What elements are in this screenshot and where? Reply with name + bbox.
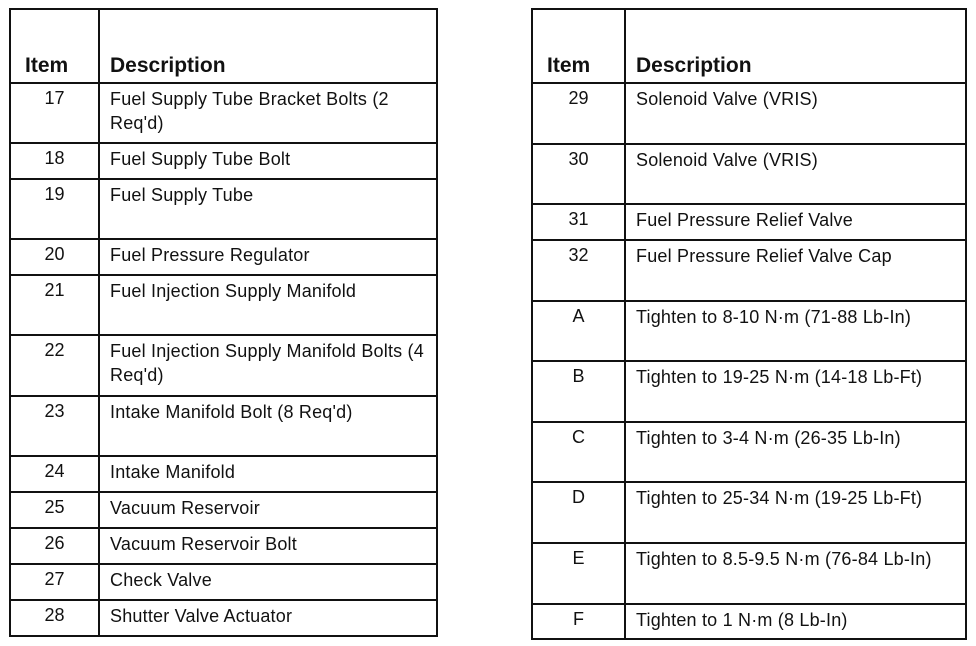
item-number: F bbox=[532, 604, 625, 639]
table-row bbox=[10, 275, 437, 335]
item-description: Solenoid Valve (VRIS) bbox=[625, 144, 966, 204]
item-number: 24 bbox=[10, 456, 99, 492]
item-description: Vacuum Reservoir Bolt bbox=[99, 528, 437, 564]
item-description: Fuel Supply Tube Bolt bbox=[99, 143, 437, 179]
item-number: 25 bbox=[10, 492, 99, 528]
table-row bbox=[532, 422, 966, 482]
item-number: 23 bbox=[10, 396, 99, 456]
table-row bbox=[10, 335, 437, 396]
item-description: Shutter Valve Actuator bbox=[99, 600, 437, 636]
item-description: Fuel Pressure Relief Valve Cap bbox=[625, 240, 966, 301]
table-row bbox=[10, 143, 437, 179]
item-description: Tighten to 8.5-9.5 N·m (76-84 Lb-In) bbox=[625, 543, 966, 604]
table-header-row bbox=[532, 9, 966, 83]
item-number: 20 bbox=[10, 239, 99, 275]
item-description: Check Valve bbox=[99, 564, 437, 600]
item-description: Fuel Injection Supply Manifold bbox=[99, 275, 437, 335]
item-description: Fuel Supply Tube Bracket Bolts (2 Req'd) bbox=[99, 83, 437, 143]
item-number: 19 bbox=[10, 179, 99, 239]
item-description: Fuel Supply Tube bbox=[99, 179, 437, 239]
table-row bbox=[532, 543, 966, 604]
table-header-row bbox=[10, 9, 437, 83]
column-header-item: Item bbox=[10, 9, 99, 83]
item-description: Fuel Pressure Relief Valve bbox=[625, 204, 966, 240]
item-description: Tighten to 3-4 N·m (26-35 Lb-In) bbox=[625, 422, 966, 482]
table-row bbox=[10, 564, 437, 600]
parts-table-left bbox=[9, 8, 438, 637]
item-number: B bbox=[532, 361, 625, 422]
table-row bbox=[532, 83, 966, 144]
item-number: 30 bbox=[532, 144, 625, 204]
item-description: Intake Manifold bbox=[99, 456, 437, 492]
item-description: Solenoid Valve (VRIS) bbox=[625, 83, 966, 144]
table-row bbox=[532, 240, 966, 301]
item-number: C bbox=[532, 422, 625, 482]
parts-table-right bbox=[531, 8, 967, 640]
table-row bbox=[532, 301, 966, 361]
table-row bbox=[532, 204, 966, 240]
table-row bbox=[10, 179, 437, 239]
item-number: 32 bbox=[532, 240, 625, 301]
item-description: Fuel Injection Supply Manifold Bolts (4 Req'd) bbox=[99, 335, 437, 396]
item-description: Intake Manifold Bolt (8 Req'd) bbox=[99, 396, 437, 456]
item-number: 17 bbox=[10, 83, 99, 143]
table-row bbox=[532, 482, 966, 543]
table-row bbox=[532, 361, 966, 422]
column-header-item: Item bbox=[532, 9, 625, 83]
table-row bbox=[10, 600, 437, 636]
table-row bbox=[532, 604, 966, 639]
table-row bbox=[10, 239, 437, 275]
item-description: Fuel Pressure Regulator bbox=[99, 239, 437, 275]
item-description: Tighten to 8-10 N·m (71-88 Lb-In) bbox=[625, 301, 966, 361]
table-row bbox=[10, 83, 437, 143]
item-number: D bbox=[532, 482, 625, 543]
item-number: 18 bbox=[10, 143, 99, 179]
item-number: E bbox=[532, 543, 625, 604]
item-number: 26 bbox=[10, 528, 99, 564]
table-row bbox=[10, 528, 437, 564]
item-number: 31 bbox=[532, 204, 625, 240]
column-header-description: Description bbox=[99, 9, 437, 83]
table-row bbox=[532, 144, 966, 204]
table-row bbox=[10, 456, 437, 492]
table-row bbox=[10, 396, 437, 456]
item-description: Tighten to 25-34 N·m (19-25 Lb-Ft) bbox=[625, 482, 966, 543]
item-number: 22 bbox=[10, 335, 99, 396]
item-description: Tighten to 19-25 N·m (14-18 Lb-Ft) bbox=[625, 361, 966, 422]
item-description: Vacuum Reservoir bbox=[99, 492, 437, 528]
column-header-description: Description bbox=[625, 9, 966, 83]
item-number: 21 bbox=[10, 275, 99, 335]
item-description: Tighten to 1 N·m (8 Lb-In) bbox=[625, 604, 966, 639]
item-number: 27 bbox=[10, 564, 99, 600]
table-row bbox=[10, 492, 437, 528]
item-number: A bbox=[532, 301, 625, 361]
item-number: 28 bbox=[10, 600, 99, 636]
item-number: 29 bbox=[532, 83, 625, 144]
